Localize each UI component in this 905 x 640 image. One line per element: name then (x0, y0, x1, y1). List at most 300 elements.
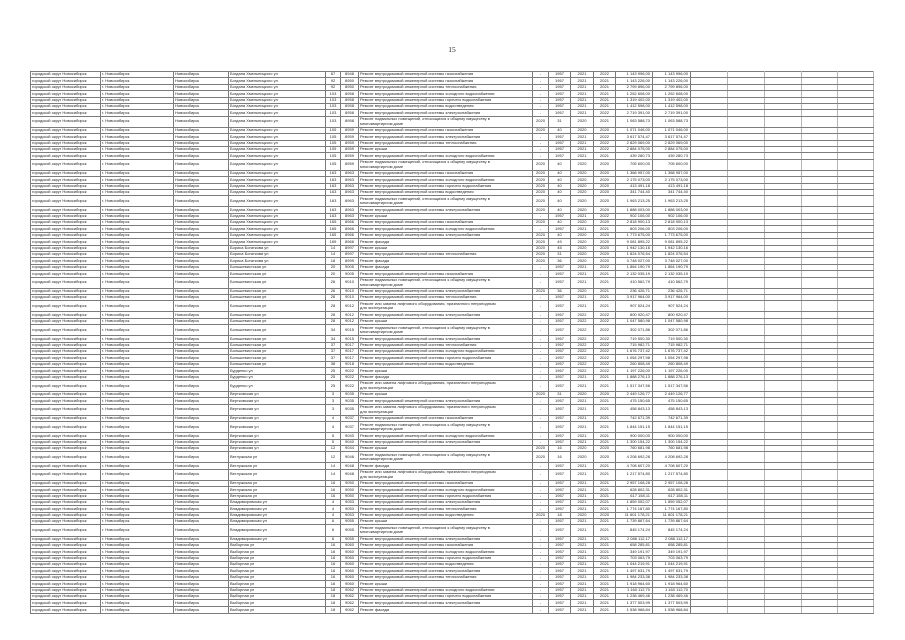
cell-cost-fund: 1 044 219,91 (653, 562, 691, 568)
cell-col-8: - (533, 380, 549, 391)
cell-street: Богдана Хмельницкого ул (229, 72, 326, 78)
cell-settlement: г. Новосибирск (101, 568, 174, 574)
cell-building-id: 9060 (341, 549, 359, 555)
cell-cost-total: 1 044 219,91 (616, 562, 653, 568)
cell-start-year: 2020 (571, 252, 594, 258)
cell-locality: Новосибирск (174, 325, 229, 336)
cell-locality: Новосибирск (174, 555, 229, 561)
cell-col-9: 1957 (549, 555, 571, 561)
cell-start-year: 2020 (571, 116, 594, 127)
cell-settlement: г. Новосибирск (101, 312, 174, 318)
cell-locality: Новосибирск (174, 587, 229, 593)
cell-municipality: городской округ Новосибирск (31, 519, 101, 525)
cell-start-year: 2020 (571, 239, 594, 245)
cell-end-year: 2020 (594, 252, 616, 258)
cell-end-year: 2022 (594, 336, 616, 342)
cell-col-8: 2020 (533, 452, 549, 463)
cell-cost-fund: 1 143 226,00 (653, 78, 691, 84)
cell-house-number: 105 (326, 153, 341, 159)
cell-cost-fund: 2 884 075,00 (653, 146, 691, 152)
cell-start-year: 2021 (571, 594, 594, 600)
table-row (31, 159, 874, 170)
cell-cost-fund: 2 719 391,00 (653, 110, 691, 116)
cell-start-year: 2022 (571, 355, 594, 361)
cell-end-year: 2022 (594, 368, 616, 374)
cell-col-9: 31 (549, 252, 571, 258)
cell-col-9: 1957 (549, 562, 571, 568)
cell-building-id: 8963 (341, 207, 359, 213)
cell-locality: Новосибирск (174, 146, 229, 152)
cell-col-8: - (533, 277, 549, 288)
cell-municipality: городской округ Новосибирск (31, 301, 101, 312)
cell-municipality: городской округ Новосибирск (31, 480, 101, 486)
cell-cost-fund: 1 252 608,00 (653, 91, 691, 97)
cell-start-year: 2021 (571, 404, 594, 415)
cell-locality: Новосибирск (174, 568, 229, 574)
cell-municipality: городской округ Новосибирск (31, 288, 101, 294)
cell-street: Бориса Богаткова ул (229, 258, 326, 264)
cell-settlement: г. Новосибирск (101, 581, 174, 587)
cell-work-type: Ремонт внутридомовой инженерной системы холодного водоснабжения (359, 91, 533, 97)
cell-house-number: 103 (326, 103, 341, 109)
cell-col-8: - (533, 536, 549, 542)
cell-house-number: 4 (326, 512, 341, 518)
cell-cost-total: 628 802,31 (616, 487, 653, 493)
cell-municipality: городской округ Новосибирск (31, 391, 101, 397)
cell-start-year: 2021 (571, 134, 594, 140)
cell-house-number: 28 (326, 318, 341, 324)
cell-house-number: 16 (326, 487, 341, 493)
cell-col-8: 2020 (533, 189, 549, 195)
cell-end-year: 2020 (594, 220, 616, 226)
cell-col-9: 1957 (549, 574, 571, 580)
cell-col-9: 18 (549, 512, 571, 518)
cell-work-type: Ремонт крыши (359, 213, 533, 219)
cell-building-id: 9005 (341, 264, 359, 270)
cell-settlement: г. Новосибирск (101, 506, 174, 512)
cell-street: Богдана Хмельницкого ул (229, 84, 326, 90)
cell-building-id: 9050 (341, 493, 359, 499)
cell-municipality: городской округ Новосибирск (31, 342, 101, 348)
cell-start-year: 2021 (571, 581, 594, 587)
cell-cost-total: 1 063 588,73 (616, 116, 653, 127)
cell-cost-total: 1 918 964,60 (616, 581, 653, 587)
cell-house-number: 38 (326, 361, 341, 367)
cell-empty (691, 525, 728, 536)
cell-house-number: 165 (326, 226, 341, 232)
cell-col-9: 1957 (549, 226, 571, 232)
cell-house-number: 34 (326, 336, 341, 342)
cell-col-9: 40 (549, 207, 571, 213)
cell-col-9: 1957 (549, 78, 571, 84)
cell-street: Владимировская ул (229, 512, 326, 518)
cell-locality: Новосибирск (174, 213, 229, 219)
cell-empty (765, 196, 802, 207)
cell-empty (802, 116, 838, 127)
cell-street: Ветлужская ул (229, 493, 326, 499)
cell-start-year: 2022 (571, 368, 594, 374)
cell-building-id: 9060 (341, 568, 359, 574)
cell-start-year: 2021 (571, 422, 594, 433)
cell-street: Ветлужская ул (229, 463, 326, 469)
cell-col-8: - (533, 91, 549, 97)
cell-settlement: г. Новосибирск (101, 258, 174, 264)
table-row (31, 196, 874, 207)
cell-municipality: городской округ Новосибирск (31, 277, 101, 288)
cell-col-8: 2020 (533, 232, 549, 238)
cell-empty (802, 452, 838, 463)
cell-start-year: 2020 (571, 220, 594, 226)
cell-municipality: городской округ Новосибирск (31, 374, 101, 380)
cell-cost-fund: 1 319 402,00 (653, 97, 691, 103)
cell-cost-total: 800 920,47 (616, 312, 653, 318)
cell-street: Вертковская ул (229, 398, 326, 404)
cell-settlement: г. Новосибирск (101, 549, 174, 555)
cell-empty (802, 301, 838, 312)
cell-house-number: 163 (326, 170, 341, 176)
cell-end-year: 2021 (594, 525, 616, 536)
cell-col-8: - (533, 600, 549, 606)
cell-col-8: - (533, 318, 549, 324)
cell-start-year: 2020 (571, 196, 594, 207)
cell-empty (765, 159, 802, 170)
cell-cost-total: 439 280,73 (616, 153, 653, 159)
cell-street: Ветлужская ул (229, 487, 326, 493)
cell-building-id: 9044 (341, 445, 359, 451)
cell-col-8: 2020 (533, 445, 549, 451)
cell-cost-fund: 800 920,47 (653, 312, 691, 318)
cell-building-id: 8958 (341, 103, 359, 109)
cell-street: Выборная ул (229, 581, 326, 587)
cell-work-type: Ремонт внутридомовой инженерной системы холодного водоснабжения (359, 153, 533, 159)
cell-municipality: городской округ Новосибирск (31, 183, 101, 189)
cell-start-year: 2022 (571, 318, 594, 324)
cell-locality: Новосибирск (174, 295, 229, 301)
cell-building-id: 9055 (341, 525, 359, 536)
cell-settlement: г. Новосибирск (101, 487, 174, 493)
cell-col-9: 49 (549, 239, 571, 245)
cell-end-year: 2022 (594, 355, 616, 361)
cell-house-number: 18 (326, 587, 341, 593)
cell-municipality: городской округ Новосибирск (31, 97, 101, 103)
cell-street: Богдана Хмельницкого ул (229, 146, 326, 152)
cell-cost-fund: 1 412 598,00 (653, 103, 691, 109)
cell-work-type: Ремонт внутридомовой инженерной системы водоотведения (359, 562, 533, 568)
cell-start-year: 2021 (571, 536, 594, 542)
cell-locality: Новосибирск (174, 542, 229, 548)
cell-locality: Новосибирск (174, 318, 229, 324)
cell-col-9: 1957 (549, 581, 571, 587)
cell-work-type: Ремонт внутридомовой инженерной системы горячего водоснабжения (359, 555, 533, 561)
cell-house-number: 163 (326, 207, 341, 213)
cell-cost-fund: 410 562,79 (653, 277, 691, 288)
cell-building-id: 9022 (341, 368, 359, 374)
cell-locality: Новосибирск (174, 110, 229, 116)
cell-col-8: - (533, 487, 549, 493)
cell-end-year: 2022 (594, 213, 616, 219)
cell-locality: Новосибирск (174, 72, 229, 78)
cell-cost-total: 1 773 675,00 (616, 232, 653, 238)
cell-end-year: 2021 (594, 103, 616, 109)
cell-col-9: 36 (549, 288, 571, 294)
cell-col-8: - (533, 153, 549, 159)
cell-settlement: г. Новосибирск (101, 439, 174, 445)
cell-col-9: 1957 (549, 439, 571, 445)
cell-settlement: г. Новосибирск (101, 91, 174, 97)
cell-empty (765, 116, 802, 127)
cell-locality: Новосибирск (174, 574, 229, 580)
cell-work-type: Ремонт подвальных помещений, относящихся к общему имуществу в многоквартирном доме (359, 525, 533, 536)
cell-col-9: 1957 (549, 301, 571, 312)
cell-empty (691, 469, 728, 480)
cell-start-year: 2021 (571, 295, 594, 301)
cell-street: Богдана Хмельницкого ул (229, 196, 326, 207)
cell-col-8: - (533, 325, 549, 336)
cell-work-type: Ремонт подвальных помещений, относящихся к общему имуществу в многоквартирном доме (359, 452, 533, 463)
cell-settlement: г. Новосибирск (101, 445, 174, 451)
cell-col-9: 40 (549, 127, 571, 133)
cell-work-type: Ремонт внутридомовой инженерной системы электроснабжения (359, 207, 533, 213)
cell-cost-total: 3 617 574,47 (616, 134, 653, 140)
cell-work-type: Ремонт внутридомовой инженерной системы холодного водоснабжения (359, 433, 533, 439)
cell-settlement: г. Новосибирск (101, 348, 174, 354)
cell-col-8: - (533, 542, 549, 548)
cell-settlement: г. Новосибирск (101, 177, 174, 183)
cell-col-9: 1957 (549, 146, 571, 152)
cell-col-8: - (533, 312, 549, 318)
cell-col-8: - (533, 355, 549, 361)
table-row (31, 301, 874, 312)
cell-work-type: Ремонт крыши (359, 391, 533, 397)
cell-cost-fund: 1 047 580,98 (653, 318, 691, 324)
cell-street: Бориса Богаткова ул (229, 252, 326, 258)
cell-cost-total: 1 864 190,79 (616, 264, 653, 270)
cell-work-type: Ремонт фасада (359, 463, 533, 469)
cell-cost-total: 1 252 608,00 (616, 91, 653, 97)
cell-building-id: 8948 (341, 72, 359, 78)
cell-settlement: г. Новосибирск (101, 252, 174, 258)
cell-settlement: г. Новосибирск (101, 594, 174, 600)
cell-work-type: Ремонт внутридомовой инженерной системы газоснабжения (359, 78, 533, 84)
cell-house-number: 6 (326, 525, 341, 536)
cell-locality: Новосибирск (174, 97, 229, 103)
cell-street: Вертковская ул (229, 433, 326, 439)
cell-empty (765, 325, 802, 336)
cell-municipality: городской округ Новосибирск (31, 499, 101, 505)
cell-col-9: 1957 (549, 91, 571, 97)
cell-empty (802, 525, 838, 536)
cell-cost-total: 302 071,86 (616, 325, 653, 336)
cell-start-year: 2021 (571, 568, 594, 574)
cell-col-9: 1957 (549, 493, 571, 499)
cell-work-type: Ремонт или замена лифтового оборудования, признанного непригодным для эксплуатации (359, 380, 533, 391)
cell-locality: Новосибирск (174, 277, 229, 288)
cell-end-year: 2022 (594, 72, 616, 78)
cell-street: Большевистская ул (229, 295, 326, 301)
cell-street: Выборная ул (229, 606, 326, 613)
cell-cost-fund: 11 601 178,21 (653, 512, 691, 518)
cell-house-number: 16 (326, 574, 341, 580)
cell-building-id: 9060 (341, 562, 359, 568)
cell-cost-total: 1 497 631,79 (616, 568, 653, 574)
cell-street: Вертковская ул (229, 439, 326, 445)
cell-cost-total: 1 517 347,56 (616, 380, 653, 391)
cell-col-9: 36 (549, 258, 571, 264)
cell-house-number: 20 (326, 264, 341, 270)
cell-empty (765, 404, 802, 415)
cell-locality: Новосибирск (174, 196, 229, 207)
cell-empty (728, 159, 765, 170)
cell-empty (728, 525, 765, 536)
cell-start-year: 2021 (571, 525, 594, 536)
cell-settlement: г. Новосибирск (101, 355, 174, 361)
cell-street: Богдана Хмельницкого ул (229, 170, 326, 176)
cell-building-id: 9015 (341, 325, 359, 336)
cell-end-year: 2021 (594, 606, 616, 613)
cell-building-id: 9040 (341, 433, 359, 439)
cell-locality: Новосибирск (174, 445, 229, 451)
cell-end-year: 2021 (594, 463, 616, 469)
cell-col-9: 1957 (549, 355, 571, 361)
cell-col-9: 1957 (549, 542, 571, 548)
cell-locality: Новосибирск (174, 232, 229, 238)
cell-start-year: 2020 (571, 170, 594, 176)
cell-start-year: 2020 (571, 207, 594, 213)
cell-empty (728, 277, 765, 288)
cell-settlement: г. Новосибирск (101, 183, 174, 189)
cell-empty (691, 422, 728, 433)
cell-work-type: Ремонт внутридомовой инженерной системы электроснабжения (359, 134, 533, 140)
cell-empty (838, 606, 874, 613)
cell-cost-fund: 628 802,31 (653, 487, 691, 493)
cell-col-8: - (533, 103, 549, 109)
cell-building-id: 8966 (341, 239, 359, 245)
cell-work-type: Ремонт подвальных помещений, относящихся к общему имуществу в многоквартирном доме (359, 116, 533, 127)
cell-work-type: Ремонт внутридомовой инженерной системы водоотведения (359, 361, 533, 367)
cell-col-9: 1957 (549, 469, 571, 480)
cell-col-8: - (533, 264, 549, 270)
cell-street: Выборная ул (229, 549, 326, 555)
cell-settlement: г. Новосибирск (101, 170, 174, 176)
cell-col-9: 1957 (549, 140, 571, 146)
cell-locality: Новосибирск (174, 288, 229, 294)
cell-cost-total: 1 047 580,98 (616, 318, 653, 324)
cell-cost-total: 11 601 178,21 (616, 512, 653, 518)
cell-empty (802, 606, 838, 613)
cell-house-number: 4 (326, 499, 341, 505)
cell-cost-fund: 705 600,00 (653, 159, 691, 170)
cell-municipality: городской округ Новосибирск (31, 72, 101, 78)
cell-empty (728, 380, 765, 391)
cell-building-id: 8959 (341, 146, 359, 152)
cell-start-year: 2021 (571, 433, 594, 439)
cell-col-9: 1957 (549, 312, 571, 318)
cell-house-number: 26 (326, 277, 341, 288)
cell-street: Выборная ул (229, 562, 326, 568)
cell-col-9: 40 (549, 189, 571, 195)
cell-building-id: 8950 (341, 84, 359, 90)
cell-cost-fund: 1 984 233,38 (653, 574, 691, 580)
cell-house-number: 26 (326, 288, 341, 294)
cell-municipality: городской округ Новосибирск (31, 606, 101, 613)
cell-col-8: - (533, 415, 549, 421)
cell-start-year: 2020 (571, 159, 594, 170)
cell-cost-total: 1 238 469,46 (616, 594, 653, 600)
cell-cost-fund: 4 708 607,20 (653, 463, 691, 469)
cell-house-number: 18 (326, 258, 341, 264)
cell-locality: Новосибирск (174, 404, 229, 415)
cell-cost-fund: 1 054 297,98 (653, 355, 691, 361)
cell-street: Ветлужская ул (229, 452, 326, 463)
cell-end-year: 2020 (594, 177, 616, 183)
cell-house-number: 16 (326, 542, 341, 548)
table-body (31, 72, 874, 614)
cell-work-type: Ремонт внутридомовой инженерной системы горячего водоснабжения (359, 493, 533, 499)
cell-settlement: г. Новосибирск (101, 116, 174, 127)
cell-street: Богдана Хмельницкого ул (229, 177, 326, 183)
cell-end-year: 2022 (594, 348, 616, 354)
cell-street: Богдана Хмельницкого ул (229, 189, 326, 195)
cell-cost-fund: 2 957 108,28 (653, 480, 691, 486)
cell-col-9: 1957 (549, 549, 571, 555)
cell-municipality: городской округ Новосибирск (31, 568, 101, 574)
cell-locality: Новосибирск (174, 258, 229, 264)
cell-col-9: 31 (549, 391, 571, 397)
cell-work-type: Ремонт крыши (359, 146, 533, 152)
cell-work-type: Ремонт внутридомовой инженерной системы холодного водоснабжения (359, 226, 533, 232)
cell-col-9: 40 (549, 220, 571, 226)
cell-house-number: 87 (326, 72, 341, 78)
cell-col-8: - (533, 574, 549, 580)
cell-cost-total: 902 106,00 (616, 213, 653, 219)
cell-col-8: - (533, 568, 549, 574)
cell-locality: Новосибирск (174, 463, 229, 469)
cell-locality: Новосибирск (174, 177, 229, 183)
cell-work-type: Ремонт внутридомовой инженерной системы газоснабжения (359, 542, 533, 548)
cell-building-id: 8963 (341, 196, 359, 207)
cell-building-id: 9035 (341, 391, 359, 397)
cell-cost-fund: 1 963 213,25 (653, 196, 691, 207)
cell-col-9: 1957 (549, 463, 571, 469)
cell-cost-total: 1 143 226,00 (616, 78, 653, 84)
cell-end-year: 2021 (594, 84, 616, 90)
cell-house-number: 37 (326, 342, 341, 348)
cell-settlement: г. Новосибирск (101, 336, 174, 342)
cell-col-8: - (533, 134, 549, 140)
cell-end-year: 2020 (594, 196, 616, 207)
cell-settlement: г. Новосибирск (101, 325, 174, 336)
cell-empty (691, 301, 728, 312)
cell-house-number: 3 (326, 398, 341, 404)
cell-locality: Новосибирск (174, 398, 229, 404)
cell-building-id: 9037 (341, 415, 359, 421)
cell-municipality: городской округ Новосибирск (31, 469, 101, 480)
cell-work-type: Ремонт внутридомовой инженерной системы водоотведения (359, 189, 533, 195)
cell-end-year: 2022 (594, 140, 616, 146)
cell-street: Выборная ул (229, 555, 326, 561)
cell-street: Ветлужская ул (229, 480, 326, 486)
cell-locality: Новосибирск (174, 380, 229, 391)
cell-cost-fund: 902 106,00 (653, 213, 691, 219)
cell-cost-total: 1 300 154,22 (616, 439, 653, 445)
cell-settlement: г. Новосибирск (101, 226, 174, 232)
cell-cost-total: 1 676 737,42 (616, 348, 653, 354)
cell-start-year: 2021 (571, 271, 594, 277)
cell-col-8: - (533, 439, 549, 445)
cell-cost-fund: 1 888 003,00 (653, 207, 691, 213)
cell-work-type: Ремонт подвальных помещений, относящихся к общему имуществу в многоквартирном доме (359, 277, 533, 288)
cell-house-number: 105 (326, 146, 341, 152)
